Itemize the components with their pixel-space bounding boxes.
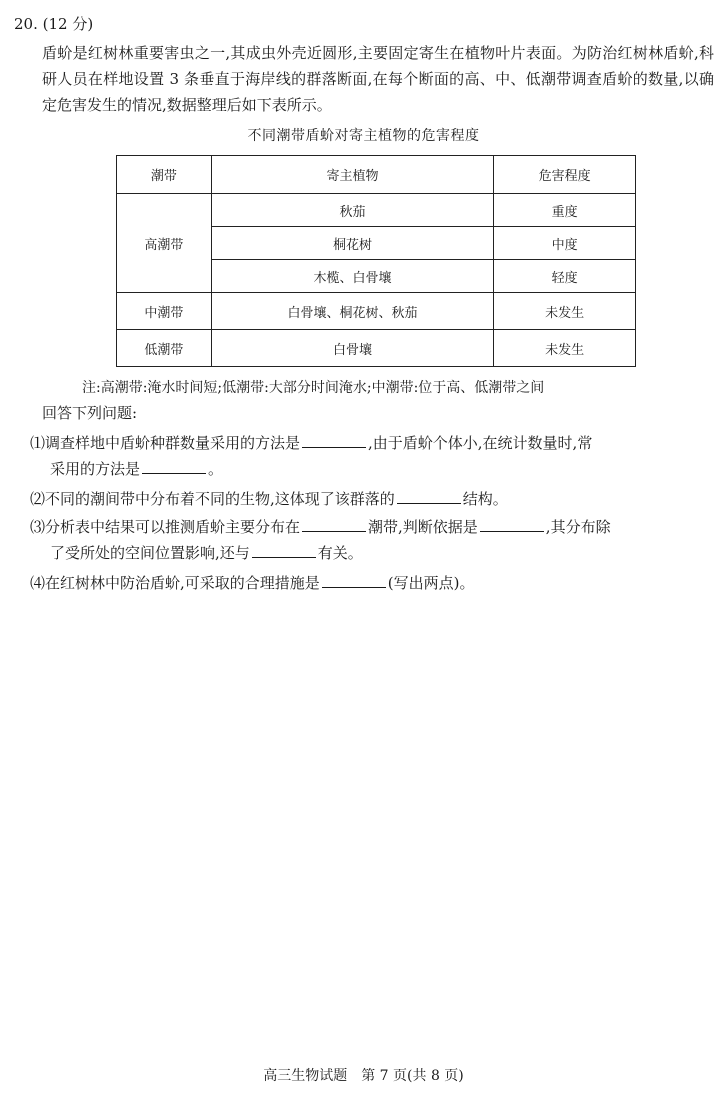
q3-text-c: ,其分布除 — [545, 518, 611, 536]
answer-blank[interactable] — [302, 515, 366, 532]
answer-blank[interactable] — [142, 457, 206, 474]
table-note: 注:高潮带:淹水时间短;低潮带:大部分时间淹水;中潮带:位于高、低潮带之间 — [82, 380, 545, 396]
q2-text-b: 结构。 — [462, 490, 508, 508]
q3-text-e: 有关。 — [317, 544, 363, 562]
answer-instruction: 回答下列问题: — [42, 404, 138, 422]
question-2 — [30, 486, 714, 512]
q2-text-a: ⑵不同的潮间带中分布着不同的生物,这体现了该群落的 — [30, 490, 395, 508]
header-damage-level: 危害程度 — [494, 156, 636, 194]
level-cell: 未发生 — [494, 293, 636, 330]
level-cell: 轻度 — [494, 260, 636, 293]
q1-text-c: 采用的方法是 — [50, 460, 141, 478]
answer-blank[interactable] — [397, 487, 461, 504]
answer-blank[interactable] — [480, 515, 544, 532]
plant-cell: 木榄、白骨壤 — [211, 260, 493, 293]
answer-blank[interactable] — [302, 431, 366, 448]
question-3 — [30, 514, 714, 566]
plant-cell: 白骨壤、桐花树、秋茄 — [211, 293, 493, 330]
answer-blank[interactable] — [252, 541, 316, 558]
q3-text-d: 了受所处的空间位置影响,还与 — [50, 544, 250, 562]
zone-cell-middle: 中潮带 — [117, 293, 212, 330]
q3-text-a: ⑶分析表中结果可以推测盾蚧主要分布在 — [30, 518, 301, 536]
answer-blank[interactable] — [322, 571, 386, 588]
question-1 — [30, 430, 714, 482]
question-number: 20. (12 分) — [14, 15, 94, 33]
q4-text-b: (写出两点)。 — [387, 574, 475, 592]
level-cell: 中度 — [494, 227, 636, 260]
plant-cell: 秋茄 — [211, 194, 493, 227]
header-zone: 潮带 — [117, 156, 212, 194]
plant-cell: 桐花树 — [211, 227, 493, 260]
q3-text-b: 潮带,判断依据是 — [368, 518, 478, 536]
table-row — [117, 194, 636, 227]
page-footer: 高三生物试题 第 7 页(共 8 页) — [263, 1068, 464, 1084]
intro-paragraph: 盾蚧是红树林重要害虫之一,其成虫外壳近圆形,主要固定寄生在植物叶片表面。为防治红树林盾蚧,科研人员在样地设置 3 条垂直于海岸线的群落断面,在每个断面的高、中、低潮带调查盾蚧的数量,以确定危害发生的情况,数据整理后如下表所示。 — [42, 44, 714, 114]
q4-text-a: ⑷在红树林中防治盾蚧,可采取的合理措施是 — [30, 574, 320, 592]
table-title: 不同潮带盾蚧对寄主植物的危害程度 — [247, 128, 480, 144]
table-header-row — [117, 156, 636, 194]
level-cell: 未发生 — [494, 330, 636, 367]
q1-text-d: 。 — [208, 460, 224, 478]
level-cell: 重度 — [494, 194, 636, 227]
zone-cell-low: 低潮带 — [117, 330, 212, 367]
q1-text-b: ,由于盾蚧个体小,在统计数量时,常 — [368, 434, 593, 452]
table-row — [117, 293, 636, 330]
plant-cell: 白骨壤 — [211, 330, 493, 367]
q1-text-a: ⑴调查样地中盾蚧种群数量采用的方法是 — [30, 434, 301, 452]
question-4 — [30, 570, 714, 596]
table-row — [117, 330, 636, 367]
data-table — [116, 155, 636, 367]
zone-cell-high: 高潮带 — [117, 194, 212, 293]
header-host-plant: 寄主植物 — [211, 156, 493, 194]
